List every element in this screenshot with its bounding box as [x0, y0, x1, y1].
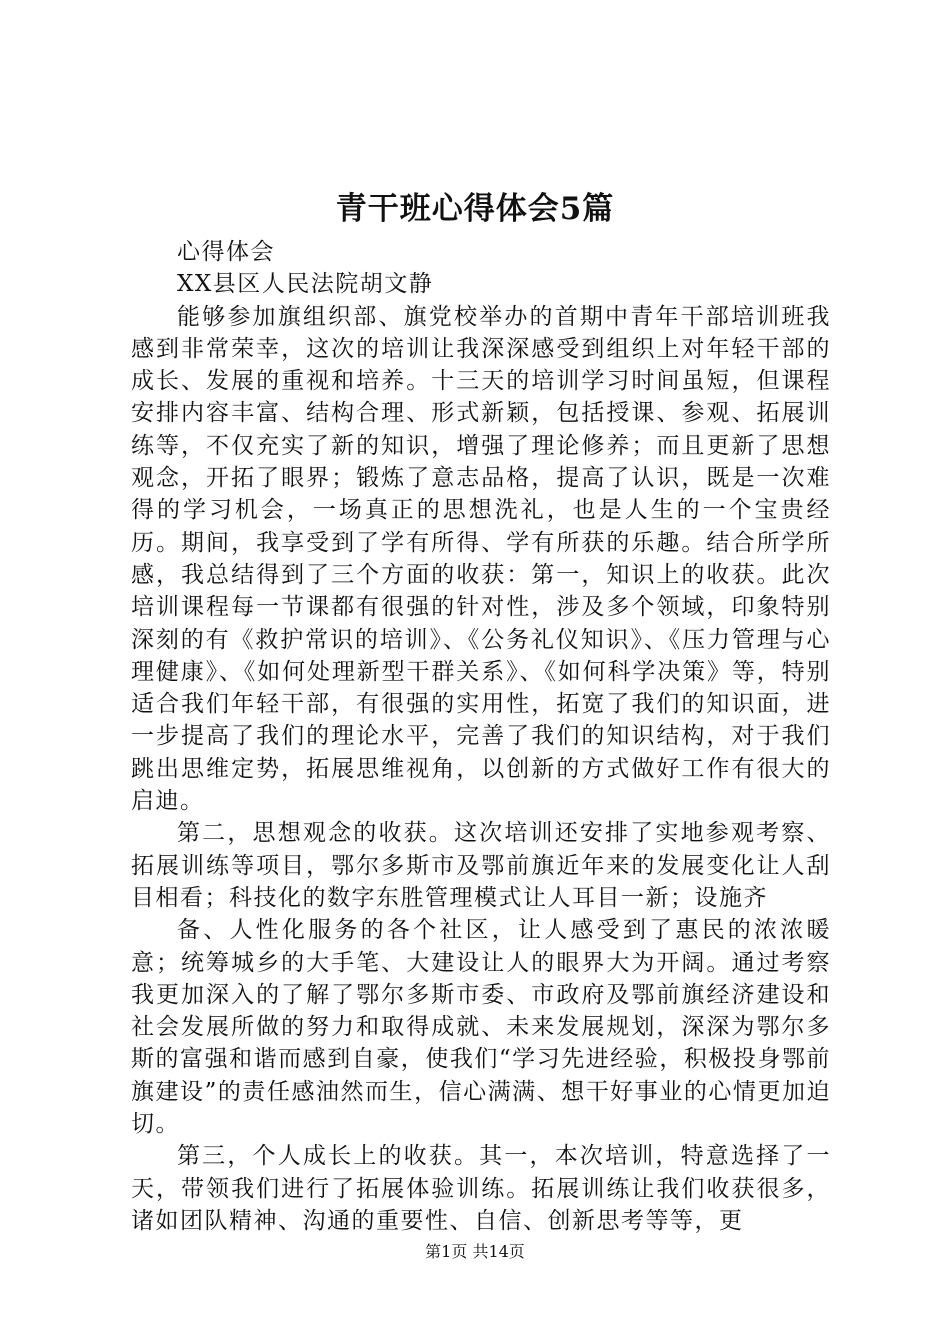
page-number-footer: 第1页 共14页 — [425, 1242, 525, 1261]
paragraph: 能够参加旗组织部、旗党校举办的首期中青年干部培训班我感到非常荣幸，这次的培训让我深深感受到组织上对年轻干部的成长、发展的重视和培养。十三天的培训学习时间虽短，但课程安排内容丰富、结构合理、形式新颖，包括授课、参观、拓展训练等，不仅充实了新的知识，增强了理论修养；而且更新了思想观念，开拓了眼界；锻炼了意志品格，提高了认识，既是一次难得的学习机会，一场真正的思想洗礼，也是人生的一个宝贵经历。期间，我享受到了学有所得、学有所获的乐趣。结合所学所感，我总结得到了三个方面的收获：第一，知识上的收获。此次培训课程每一节课都有很强的针对性，涉及多个领域，印象特别深刻的有《救护常识的培训》、《公务礼仪知识》、《压力管理与心理健康》、《如何处理新型干群关系》、《如何科学决策》等，特别适合我们年轻干部，有很强的实用性，拓宽了我们的知识面，进一步提高了我们的理论水平，完善了我们的知识结构，对于我们跳出思维定势，拓展思维视角，以创新的方式做好工作有很大的启迪。 — [131, 303, 831, 815]
document-body — [131, 236, 831, 1237]
paragraph: 第二，思想观念的收获。这次培训还安排了实地参观考察、拓展训练等项目，鄂尔多斯市及鄂前旗近年来的发展变化让人刮目相看；科技化的数字东胜管理模式让人耳目一新；设施齐 — [131, 820, 831, 911]
document-title: 青干班心得体会5篇 — [335, 191, 615, 227]
paragraph-heading: 心得体会 — [177, 239, 275, 265]
paragraph-author: XX县区人民法院胡文静 — [177, 271, 434, 298]
paragraph: 备、人性化服务的各个社区，让人感受到了惠民的浓浓暖意；统筹城乡的大手笔、大建设让人的眼界大为开阔。通过考察我更加深入的了解了鄂尔多斯市委、市政府及鄂前旗经济建设和社会发展所做的努力和取得成就、未来发展规划，深深为鄂尔多斯的富强和谐而感到自豪，使我们“学习先进经验，积极投身鄂前旗建设”的责任感油然而生，信心满满、想干好事业的心情更加迫切。 — [131, 917, 831, 1138]
paragraph: 第三，个人成长上的收获。其一，本次培训，特意选择了一天，带领我们进行了拓展体验训练。拓展训练让我们收获很多，诸如团队精神、沟通的重要性、自信、创新思考等等，更 — [131, 1143, 831, 1234]
